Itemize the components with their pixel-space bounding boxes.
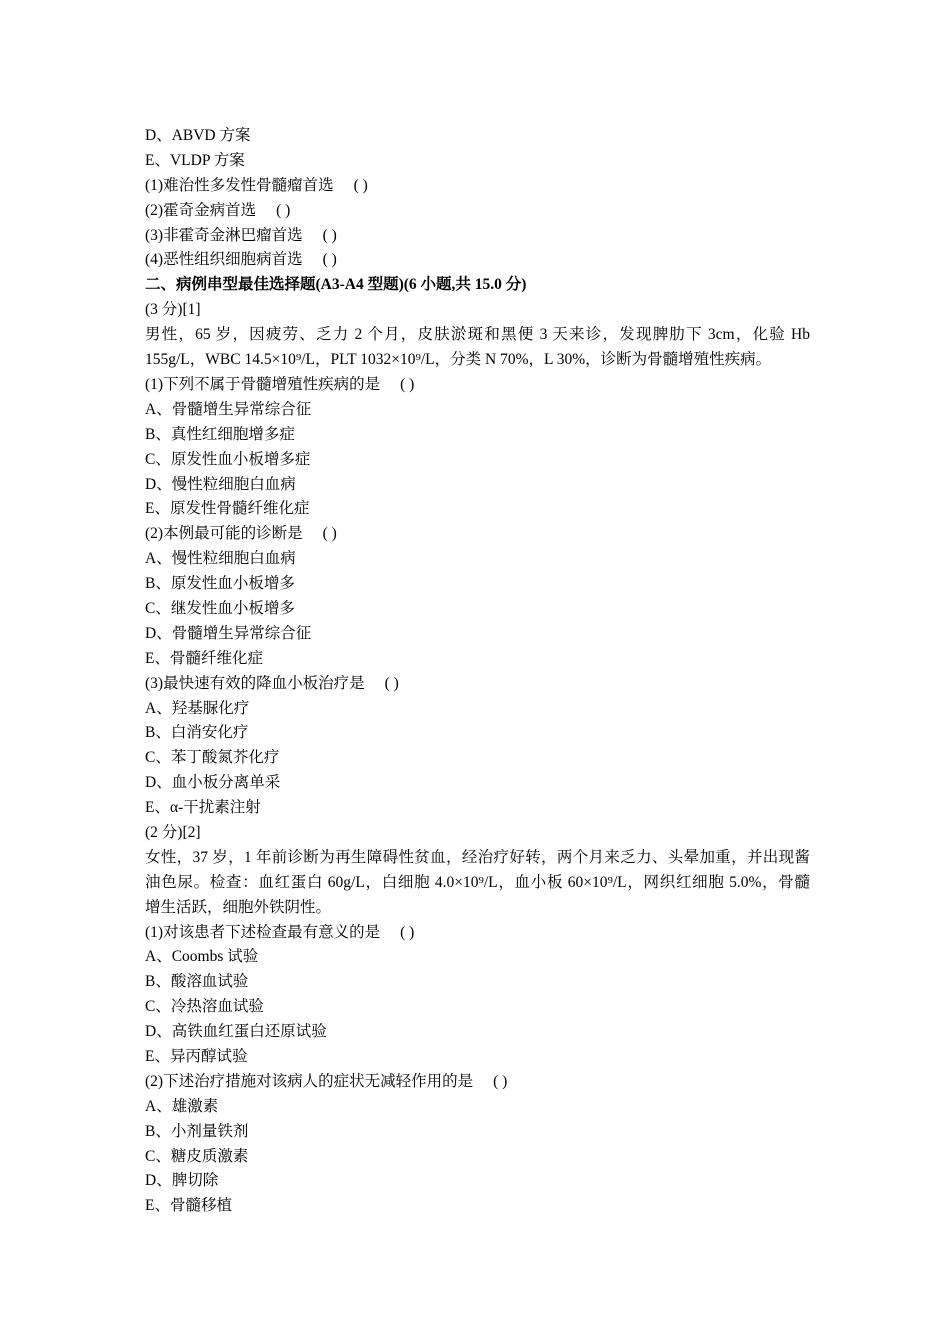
option-a: A、慢性粒细胞白血病	[145, 550, 296, 568]
question-text: (3)非霍奇金淋巴瘤首选	[145, 226, 303, 244]
case-score: (2 分)[2]	[145, 823, 201, 841]
option-d: D、慢性粒细胞白血病	[145, 475, 296, 493]
option-c: C、糖皮质激素	[145, 1147, 249, 1165]
question-text: (2)霍奇金病首选	[145, 201, 257, 219]
option-e: E、原发性骨髓纤维化症	[145, 500, 310, 518]
question-text: (2)下述治疗措施对该病人的症状无减轻作用的是	[145, 1072, 474, 1090]
question-text: (3)最快速有效的降血小板治疗是	[145, 674, 365, 692]
question-text: (1)对该患者下述检查最有意义的是	[145, 923, 381, 941]
answer-blank: ( )	[384, 674, 399, 692]
case-stem-line: 增生活跃，细胞外铁阴性。	[145, 898, 332, 916]
case-stem-line: 女性，37 岁，1 年前诊断为再生障碍性贫血，经治疗好转，两个月来乏力、头晕加重，并出现酱	[145, 848, 810, 866]
option-b: B、小剂量铁剂	[145, 1122, 249, 1140]
question-item	[145, 522, 810, 547]
answer-blank: ( )	[493, 1072, 508, 1090]
option-d: D、高铁血红蛋白还原试验	[145, 1023, 327, 1041]
question-item	[145, 224, 810, 249]
case-stem-line: 油色尿。检查：血红蛋白 60g/L，白细胞 4.0×10⁹/L，血小板 60×10⁹/L，网织红细胞 5.0%，骨髓	[145, 873, 810, 891]
section-heading: 二、病例串型最佳选择题(A3-A4 型题)(6 小题,共 15.0 分)	[145, 276, 527, 294]
question-item	[145, 672, 810, 697]
option-c: C、继发性血小板增多	[145, 599, 295, 617]
option-a: A、羟基脲化疗	[145, 699, 250, 717]
option-b: B、白消安化疗	[145, 724, 249, 742]
option-b: B、酸溶血试验	[145, 973, 249, 991]
option-c: C、冷热溶血试验	[145, 998, 264, 1016]
option-c: C、苯丁酸氮芥化疗	[145, 749, 280, 767]
option-a: A、Coombs 试验	[145, 948, 259, 966]
option-d: D、血小板分离单采	[145, 774, 281, 792]
case-stem-line: 男性，65 岁，因疲劳、乏力 2 个月，皮肤淤斑和黑便 3 天来诊，发现脾肋下 3cm，化验 Hb	[145, 326, 810, 344]
question-item	[145, 174, 810, 199]
option-b: B、原发性血小板增多	[145, 575, 295, 593]
question-text: (1)难治性多发性骨髓瘤首选	[145, 176, 334, 194]
document-page	[145, 124, 810, 1219]
option-d: D、ABVD 方案	[145, 127, 251, 144]
option-e: E、骨髓纤维化症	[145, 649, 263, 667]
question-item	[145, 373, 810, 398]
answer-blank: ( )	[322, 226, 337, 244]
case-stem	[145, 846, 810, 921]
case-stem	[145, 323, 810, 373]
option-c: C、原发性血小板增多症	[145, 450, 311, 468]
answer-blank: ( )	[400, 375, 415, 393]
question-text: (1)下列不属于骨髓增殖性疾病的是	[145, 375, 381, 393]
answer-blank: ( )	[322, 525, 337, 543]
option-e: E、VLDP 方案	[145, 151, 245, 169]
question-item	[145, 921, 810, 946]
option-e: E、骨髓移植	[145, 1197, 232, 1215]
answer-blank: ( )	[353, 176, 368, 194]
answer-blank: ( )	[276, 201, 291, 219]
question-item	[145, 248, 810, 273]
option-e: E、异丙醇试验	[145, 1048, 248, 1066]
question-text: (2)本例最可能的诊断是	[145, 525, 303, 543]
case-stem-line: 155g/L，WBC 14.5×10⁹/L，PLT 1032×10⁹/L，分类 N 70%，L 30%，诊断为骨髓增殖性疾病。	[145, 351, 772, 369]
case-score: (3 分)[1]	[145, 301, 201, 319]
option-b: B、真性红细胞增多症	[145, 425, 295, 443]
option-a: A、雄激素	[145, 1097, 219, 1115]
question-item	[145, 1070, 810, 1095]
question-item	[145, 199, 810, 224]
option-a: A、骨髓增生异常综合征	[145, 400, 312, 418]
option-d: D、骨髓增生异常综合征	[145, 624, 312, 642]
answer-blank: ( )	[400, 923, 415, 941]
option-e: E、α-干扰素注射	[145, 799, 261, 817]
answer-blank: ( )	[322, 251, 337, 269]
question-text: (4)恶性组织细胞病首选	[145, 251, 303, 269]
option-d: D、脾切除	[145, 1172, 219, 1190]
